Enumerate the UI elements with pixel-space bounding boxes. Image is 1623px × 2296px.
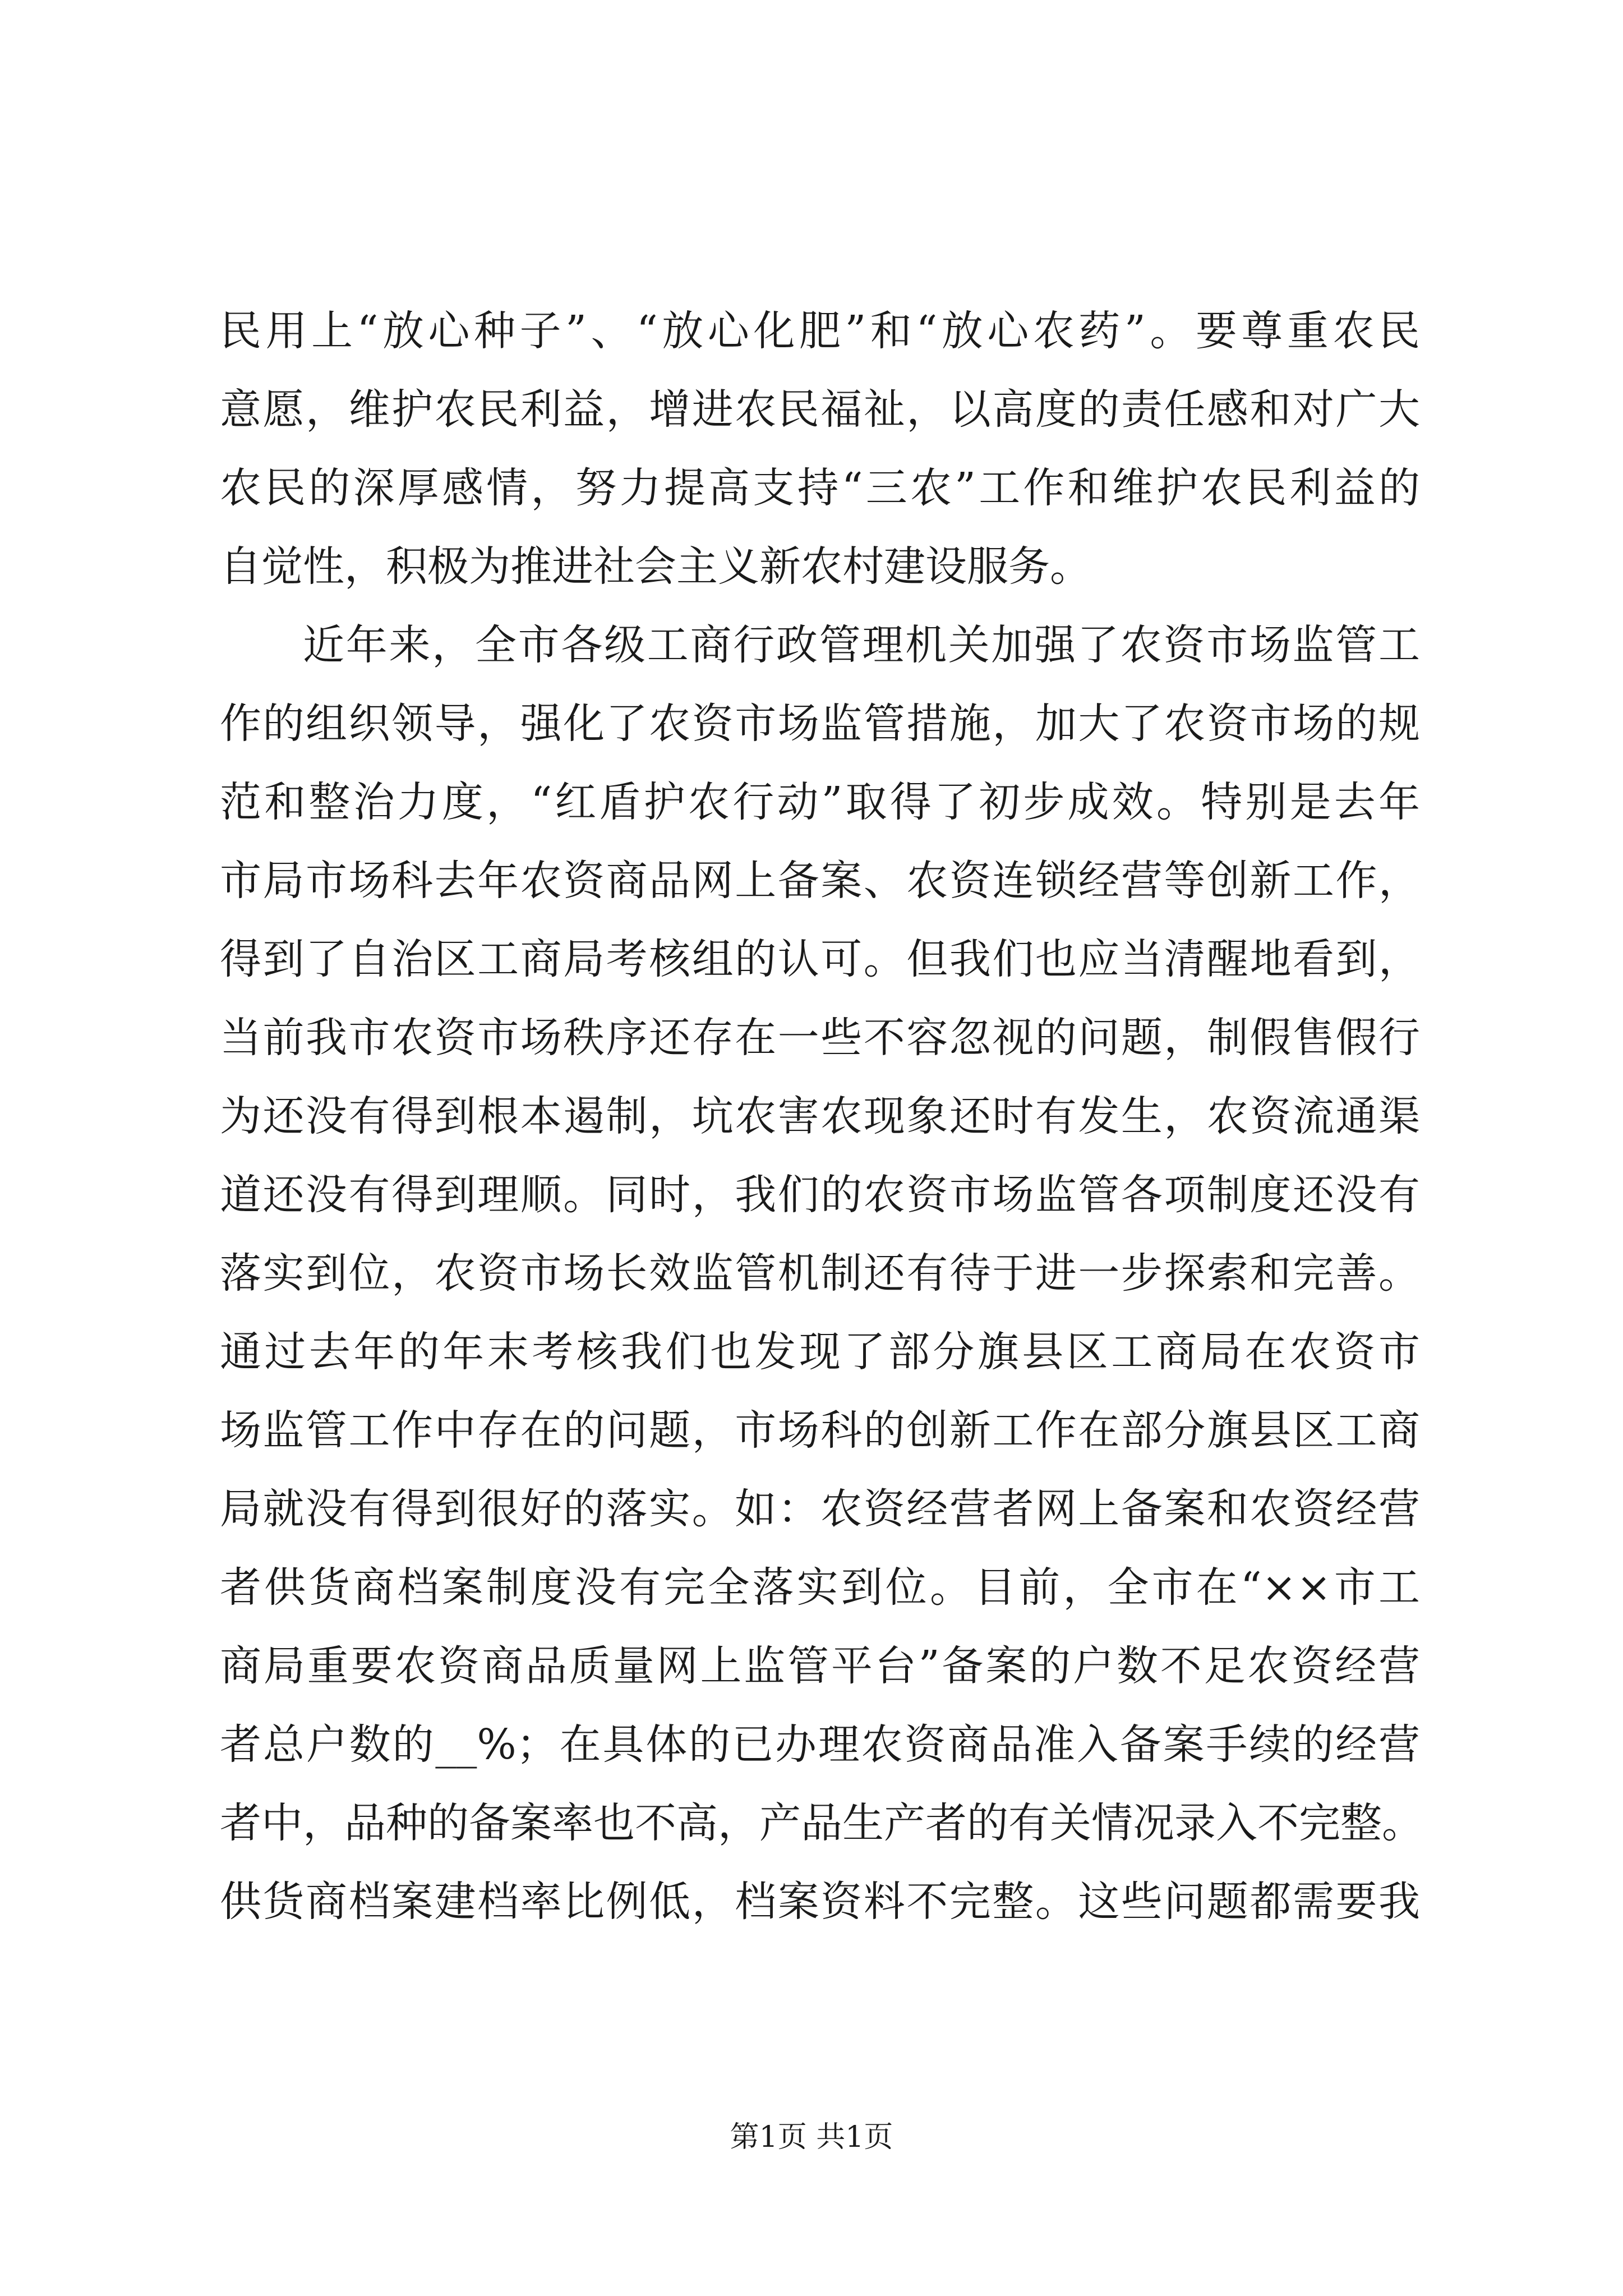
- text-line: 范和整治力度，“红盾护农行动”取得了初步成效。特别是去年: [220, 778, 1420, 826]
- text-line: 者总户数的__%；在具体的已办理农资商品准入备案手续的经营: [220, 1720, 1420, 1769]
- text-line: 市局市场科去年农资商品网上备案、农资连锁经营等创新工作，: [220, 857, 1420, 905]
- text-line: 落实到位，农资市场长效监管机制还有待于进一步探索和完善。: [220, 1249, 1420, 1297]
- text-line: 者供货商档案制度没有完全落实到位。目前，全市在“××市工: [220, 1563, 1420, 1612]
- document-body: [220, 292, 1423, 1941]
- text-line: 民用上“放心种子”、“放心化肥”和“放心农药”。要尊重农民: [220, 307, 1420, 355]
- text-line: 者中，品种的备案率也不高，产品生产者的有关情况录入不完整。: [220, 1799, 1423, 1847]
- text-line: 农民的深厚感情，努力提高支持“三农”工作和维护农民利益的: [220, 464, 1420, 512]
- page-footer: 第1页 共1页: [730, 2120, 893, 2154]
- text-line: 近年来，全市各级工商行政管理机关加强了农资市场监管工: [303, 621, 1420, 669]
- text-line: 场监管工作中存在的问题，市场科的创新工作在部分旗县区工商: [220, 1406, 1420, 1455]
- text-line: 道还没有得到理顺。同时，我们的农资市场监管各项制度还没有: [220, 1171, 1420, 1219]
- text-line: 自觉性，积极为推进社会主义新农村建设服务。: [220, 542, 1091, 591]
- text-line: 商局重要农资商品质量网上监管平台”备案的户数不足农资经营: [220, 1642, 1420, 1690]
- text-line: 供货商档案建档率比例低，档案资料不完整。这些问题都需要我: [220, 1878, 1420, 1926]
- text-line: 意愿，维护农民利益，增进农民福祉，以高度的责任感和对广大: [220, 385, 1420, 434]
- text-line: 当前我市农资市场秩序还存在一些不容忽视的问题，制假售假行: [220, 1014, 1420, 1062]
- text-line: 为还没有得到根本遏制，坑农害农现象还时有发生，农资流通渠: [220, 1092, 1420, 1140]
- paragraph: [220, 606, 1423, 1941]
- text-line: 作的组织领导，强化了农资市场监管措施，加大了农资市场的规: [220, 700, 1420, 748]
- text-line: 局就没有得到很好的落实。如：农资经营者网上备案和农资经营: [220, 1485, 1420, 1533]
- text-line: 通过去年的年末考核我们也发现了部分旗县区工商局在农资市: [220, 1328, 1420, 1376]
- text-line: 得到了自治区工商局考核组的认可。但我们也应当清醒地看到，: [220, 935, 1420, 983]
- paragraph: [220, 292, 1420, 606]
